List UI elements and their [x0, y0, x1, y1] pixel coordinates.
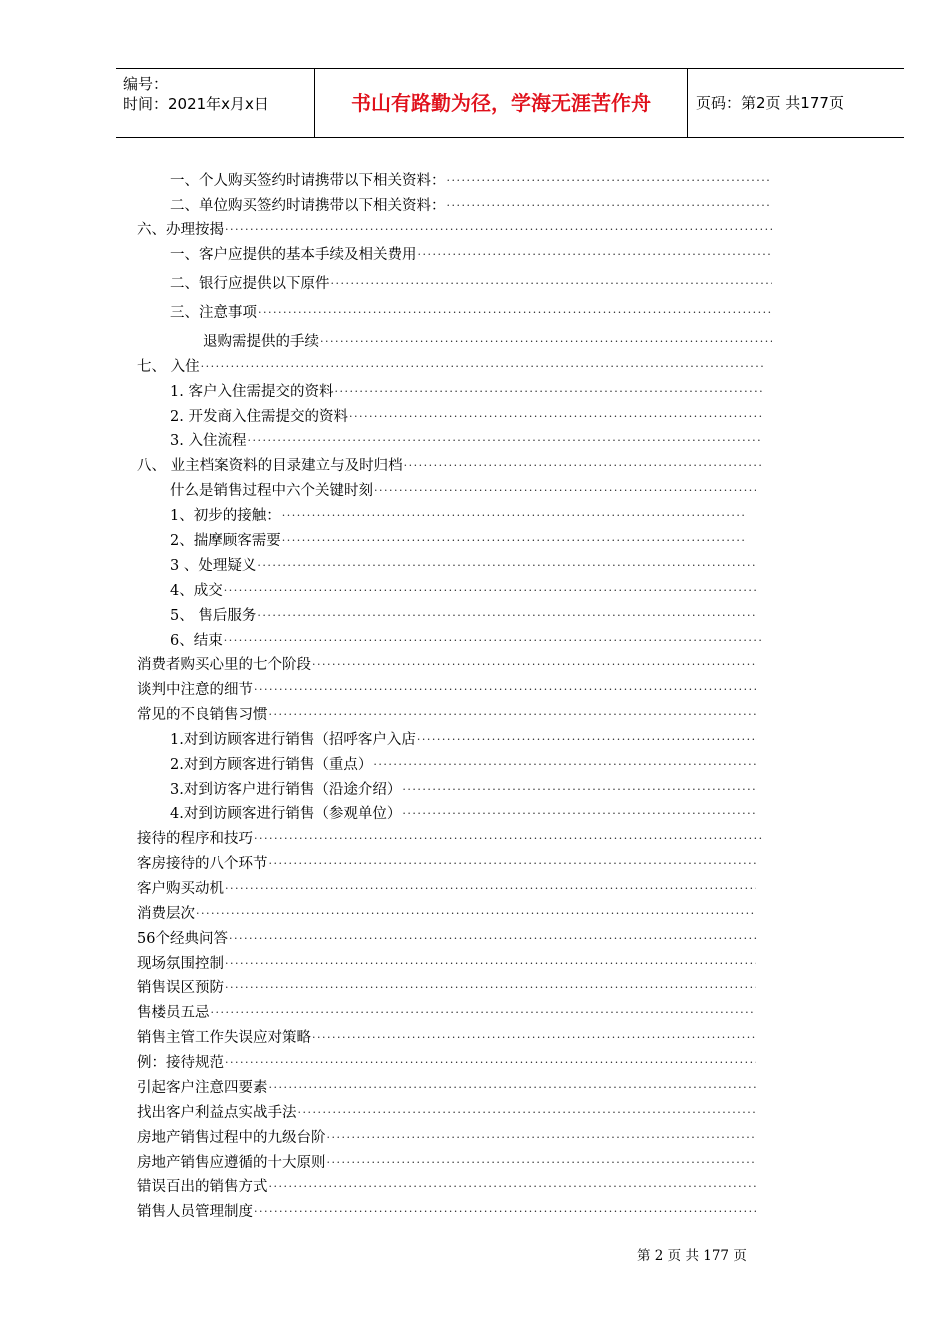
toc-leader: [247, 430, 763, 452]
doc-number-label: 编号：: [123, 75, 169, 93]
toc-leader: [196, 903, 756, 925]
toc-leader: [331, 273, 773, 295]
toc-leader: [258, 302, 772, 324]
toc-entry[interactable]: 客房接待的八个环节 ·····: [137, 853, 756, 875]
toc-entry[interactable]: 4、成交 ·····: [170, 580, 756, 602]
toc-entry[interactable]: 接待的程序和技巧 ·····: [137, 828, 763, 850]
header-page-info: 页码：第2页 共177页: [696, 94, 844, 112]
toc-entry[interactable]: 房地产销售过程中的九级台阶 ·····: [137, 1127, 756, 1149]
toc-leader: [417, 729, 756, 751]
toc-leader: [225, 1052, 756, 1074]
toc-leader: [201, 356, 763, 378]
toc-entry[interactable]: 销售误区预防 ·····: [137, 977, 756, 999]
toc-entry[interactable]: 谈判中注意的细节 ·····: [137, 679, 756, 701]
toc-leader: [225, 977, 756, 999]
toc-leader: [402, 803, 756, 825]
toc-entry[interactable]: 八、 业主档案资料的目录建立与及时归档 ·····: [137, 455, 763, 477]
toc-leader: [404, 455, 763, 477]
toc-entry[interactable]: 1、初步的接触： ·····: [170, 505, 747, 527]
toc-leader: [298, 1102, 757, 1124]
toc-leader: [334, 381, 763, 403]
page-footer: 第 2 页 共 177 页: [637, 1248, 747, 1264]
toc-entry[interactable]: 例：接待规范 ·····: [137, 1052, 756, 1074]
toc-leader: [224, 580, 756, 602]
toc-entry[interactable]: 二、银行应提供以下原件 ·····: [170, 273, 772, 295]
toc-leader: [229, 928, 759, 950]
toc-entry[interactable]: 1.对到访顾客进行销售（招呼客户入店 ·····: [170, 729, 756, 751]
toc-leader: [374, 480, 756, 502]
toc-entry[interactable]: 2. 开发商入住需提交的资料 ·····: [170, 406, 763, 428]
toc-entry[interactable]: 4.对到访顾客进行销售（参观单位） ·····: [170, 803, 756, 825]
toc-entry[interactable]: 六、办理按揭 ·····: [137, 219, 772, 241]
toc-leader: [312, 1027, 756, 1049]
toc-entry[interactable]: 一、客户应提供的基本手续及相关费用 ·····: [170, 244, 772, 266]
toc-leader: [257, 555, 756, 577]
toc-leader: [282, 530, 747, 552]
toc-leader: [269, 704, 757, 726]
toc-leader: [254, 828, 763, 850]
toc-leader: [225, 878, 756, 900]
toc-entry[interactable]: 一、个人购买签约时请携带以下相关资料： ·····: [170, 170, 772, 192]
toc-leader: [373, 754, 756, 776]
toc-entry[interactable]: 3.对到访客户进行销售（沿途介绍） ·····: [170, 779, 756, 801]
toc-entry[interactable]: 销售主管工作失误应对策略 ·····: [137, 1027, 756, 1049]
toc-entry[interactable]: 3 、处理疑义 ·····: [170, 555, 756, 577]
toc-entry[interactable]: 三、注意事项 ·····: [170, 302, 772, 324]
toc-entry[interactable]: 消费者购买心里的七个阶段 ·····: [137, 654, 756, 676]
toc-leader: [447, 195, 773, 217]
toc-leader: [418, 244, 773, 266]
toc-entry[interactable]: 现场氛围控制 ·····: [137, 953, 756, 975]
toc-leader: [254, 1201, 756, 1223]
header-motto: 书山有路勤为径，学海无涯苦作舟: [315, 69, 688, 137]
toc-leader: [349, 406, 763, 428]
toc-entry[interactable]: 3. 入住流程 ·····: [170, 430, 763, 452]
toc-leader: [327, 1127, 757, 1149]
toc-leader: [257, 605, 756, 627]
toc-entry[interactable]: 退购需提供的手续 ·····: [203, 331, 772, 353]
toc-entry[interactable]: 常见的不良销售习惯 ·····: [137, 704, 756, 726]
toc-entry[interactable]: 二、单位购买签约时请携带以下相关资料： ·····: [170, 195, 772, 217]
toc-entry[interactable]: 引起客户注意四要素 ·····: [137, 1077, 756, 1099]
toc-leader: [224, 630, 763, 652]
toc-entry[interactable]: 2、揣摩顾客需要 ·····: [170, 530, 747, 552]
toc-leader: [211, 1002, 757, 1024]
toc-entry[interactable]: 消费层次 ·····: [137, 903, 756, 925]
toc-entry[interactable]: 5、 售后服务 ·····: [170, 605, 756, 627]
toc-entry[interactable]: 客户购买动机 ·····: [137, 878, 756, 900]
toc-leader: [327, 1152, 757, 1174]
toc-entry[interactable]: 售楼员五忌 ·····: [137, 1002, 756, 1024]
toc-leader: [447, 170, 773, 192]
toc-leader: [225, 953, 756, 975]
toc-entry[interactable]: 七、 入住 ·····: [137, 356, 763, 378]
toc-leader: [269, 853, 757, 875]
toc-entry[interactable]: 2.对到方顾客进行销售（重点） ·····: [170, 754, 756, 776]
toc-entry[interactable]: 6、结束 ·····: [170, 630, 763, 652]
toc-entry[interactable]: 56个经典问答 ·····: [137, 928, 759, 950]
toc-entry[interactable]: 错误百出的销售方式 ·····: [137, 1176, 756, 1198]
toc-leader: [254, 679, 756, 701]
toc-leader: [269, 1077, 757, 1099]
toc-leader: [225, 219, 772, 241]
toc-leader: [320, 331, 772, 353]
toc-leader: [269, 1176, 757, 1198]
toc-entry[interactable]: 销售人员管理制度 ·····: [137, 1201, 756, 1223]
toc-leader: [312, 654, 756, 676]
toc-entry[interactable]: 房地产销售应遵循的十大原则 ·····: [137, 1152, 756, 1174]
doc-time-label: 时间：2021年x月x日: [123, 95, 269, 113]
toc-leader: [402, 779, 756, 801]
toc-entry[interactable]: 1. 客户入住需提交的资料 ·····: [170, 381, 763, 403]
toc-entry[interactable]: 找出客户利益点实战手法 ·····: [137, 1102, 756, 1124]
toc-entry[interactable]: 什么是销售过程中六个关键时刻 ·····: [170, 480, 756, 502]
toc-leader: [282, 505, 747, 527]
